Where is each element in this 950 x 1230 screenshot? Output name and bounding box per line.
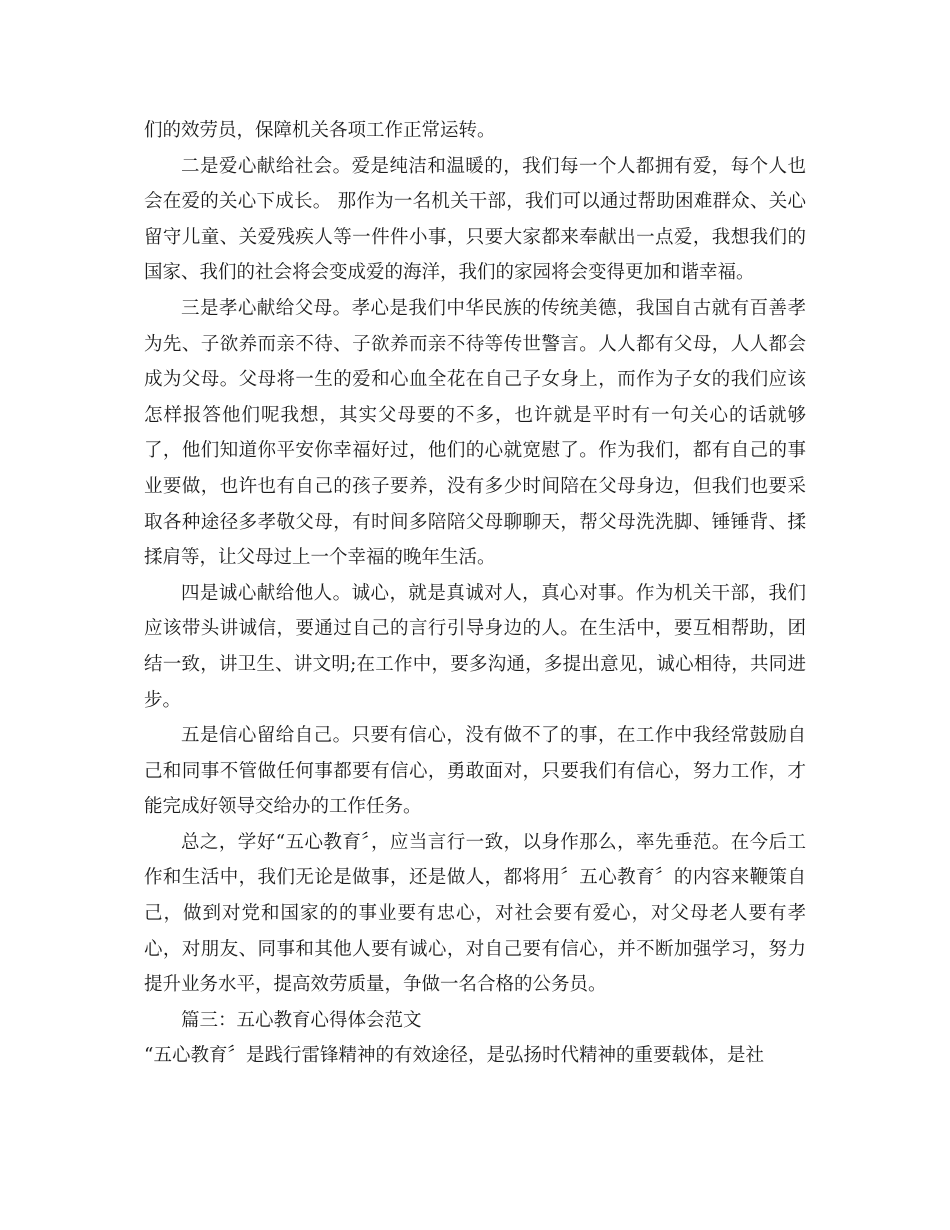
paragraph-love-society: 二是爱心献给社会。爱是纯洁和温暖的，我们每一个人都拥有爱，每个人也会在爱的关心下成长。 那作为一名机关干部，我们可以通过帮助困难群众、关心留守儿童、关爱残疾人等一件件小事，只要大家都来奉献出一点爱，我想我们的国家、我们的社会将会变成爱的海洋，我们的家园将会变得更加和谐幸福。 (144, 155, 806, 284)
section-heading: 篇三：五心教育心得体会范文 (181, 1009, 422, 1031)
paragraph-confidence-self: 五是信心留给自己。只要有信心，没有做不了的事，在工作中我经常鼓励自己和同事不管做任何事都要有信心，勇敢面对，只要我们有信心，努力工作，才能完成好领导交给办的工作任务。 (144, 725, 806, 818)
paragraph-summary: 总之，学好“五心教育〞，应当言行一致，以身作那么，率先垂范。在今后工作和生活中，我们无论是做事，还是做人，都将用〞五心教育〞的内容来鞭策自己，做到对党和国家的的事业要有忠心，对社会要有爱心，对父母老人要有孝心，对朋友、同事和其他人要有诚心，对自己要有信心，并不断加强学习，努力提升业务水平，提高效劳质量，争做一名合格的公务员。 (144, 831, 806, 996)
paragraph-filial-parents: 三是孝心献给父母。孝心是我们中华民族的传统美德，我国自古就有百善孝为先、子欲养而亲不待、子欲养而亲不待等传世警言。人人都有父母，人人都会成为父母。父母将一生的爱和心血全花在自己子女身上，而作为子女的我们应该怎样报答他们呢我想，其实父母要的不多，也许就是平时有一句关心的话就够了，他们知道你平安你幸福好过，他们的心就宽慰了。作为我们，都有自己的事业要做，也许也有自己的孩子要养，没有多少时间陪在父母身边，但我们也要采取各种途径多孝敬父母，有时间多陪陪父母聊聊天，帮父母洗洗脚、锤锤背、揉揉肩等，让父母过上一个幸福的晚年生活。 (144, 297, 806, 569)
paragraph-section-three-intro: “五心教育〞是践行雷锋精神的有效途径，是弘扬时代精神的重要载体，是社 (144, 1045, 764, 1067)
paragraph-continuation: 们的效劳员，保障机关各项工作正常运转。 (144, 120, 496, 141)
paragraph-sincerity-others: 四是诚心献给他人。诚心，就是真诚对人，真心对事。作为机关干部，我们应该带头讲诚信，要通过自己的言行引导身边的人。在生活中，要互相帮助，团结一致，讲卫生、讲文明;在工作中，要多沟通，多提出意见，诚心相待，共同进步。 (144, 582, 806, 711)
document-page (144, 113, 806, 1074)
